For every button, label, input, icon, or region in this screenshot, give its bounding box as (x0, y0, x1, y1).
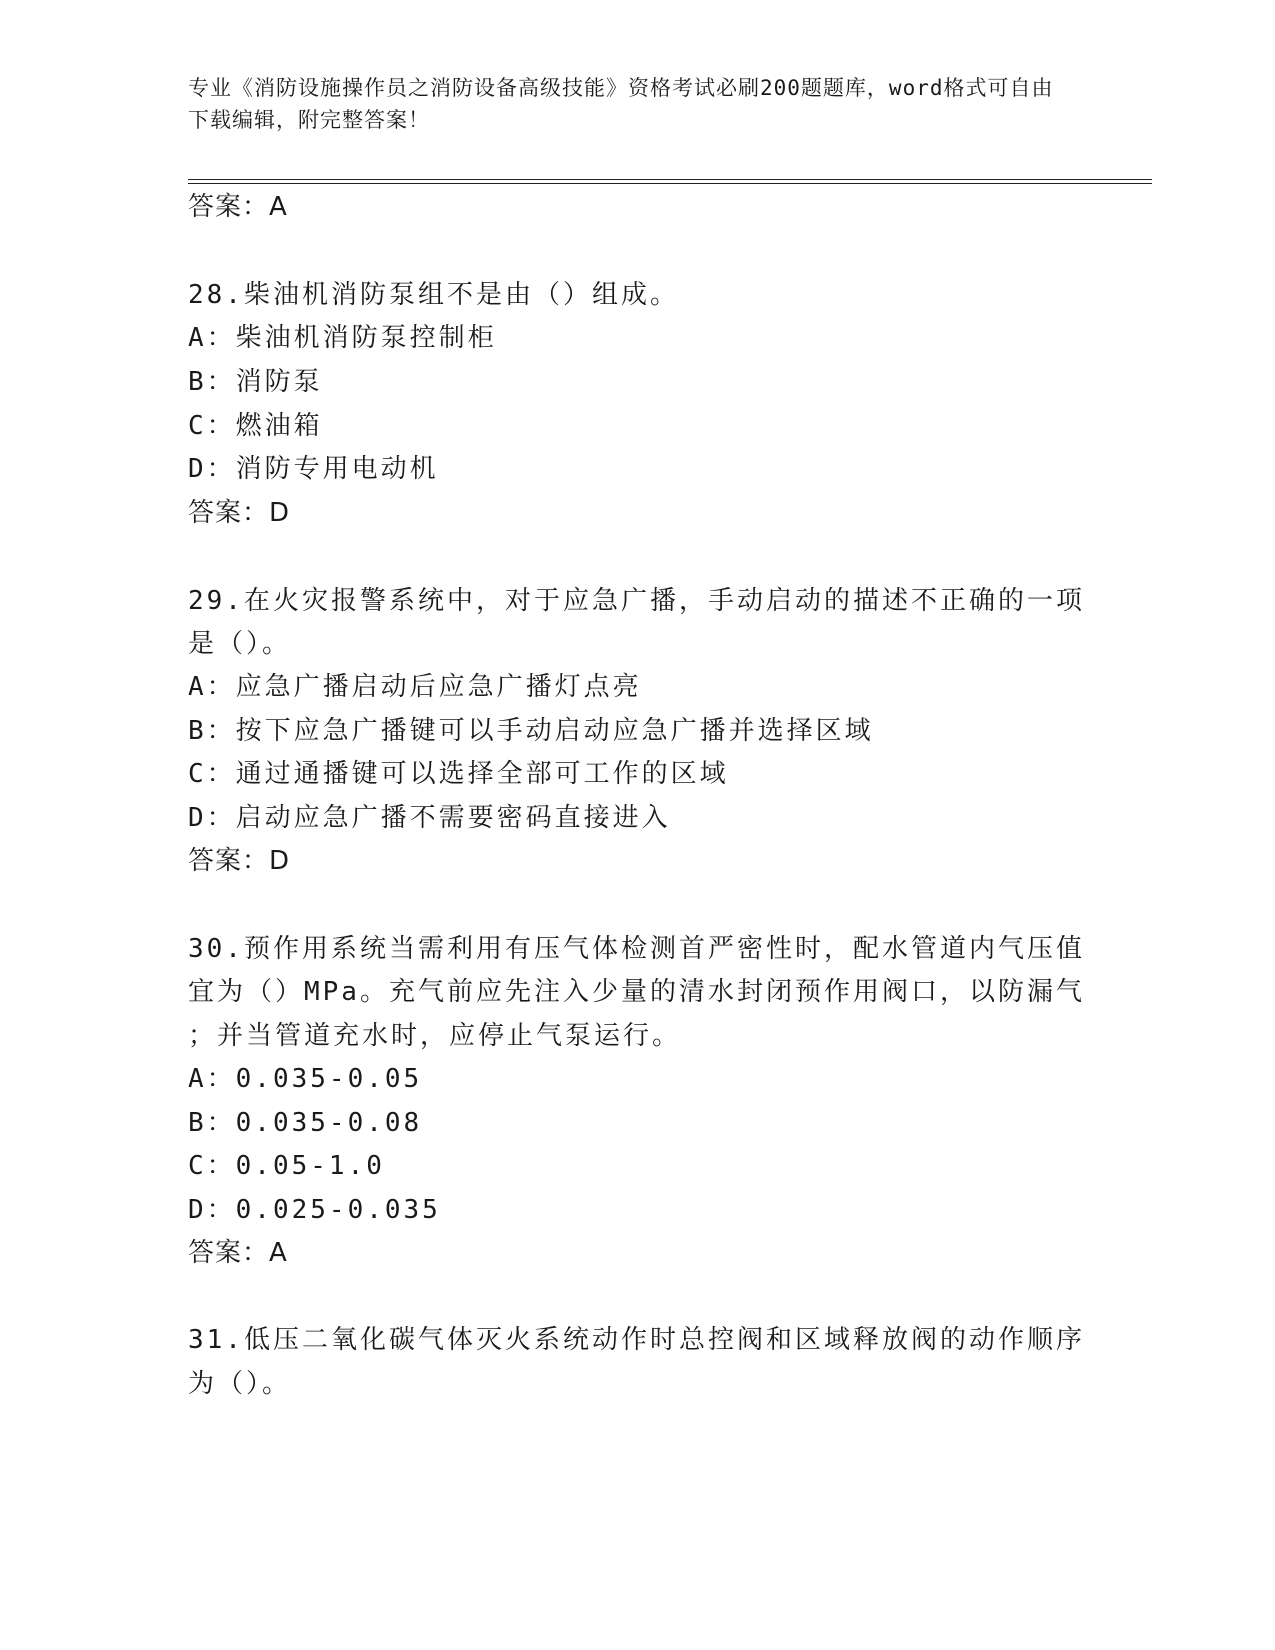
question-30-stem-line1: 30.预作用系统当需利用有压气体检测首严密性时，配水管道内气压值 (188, 934, 1085, 964)
question-28-option-b: B：消防泵 (188, 367, 323, 397)
answer-27: 答案：A (188, 192, 288, 222)
header-divider-double (188, 183, 1152, 184)
document-header: 专业《消防设施操作员之消防设备高级技能》资格考试必刷200题题库，word格式可自由下载编辑，附完整答案！ (188, 76, 1054, 132)
question-29-stem-line1: 29.在火灾报警系统中，对于应急广播，手动启动的描述不正确的一项 (188, 586, 1085, 616)
question-28-option-a: A：柴油机消防泵控制柜 (188, 323, 497, 353)
question-29-option-d: D：启动应急广播不需要密码直接进入 (188, 803, 671, 833)
question-28-option-d: D：消防专用电动机 (188, 454, 439, 484)
question-31-stem-line2: 为（）。 (188, 1369, 292, 1399)
answer-30: 答案：A (188, 1238, 288, 1268)
question-29-option-b: B：按下应急广播键可以手动启动应急广播并选择区域 (188, 716, 874, 746)
question-30-option-d: D：0.025-0.035 (188, 1195, 441, 1225)
question-30-option-a: A：0.035-0.05 (188, 1064, 423, 1094)
question-29-option-c: C：通过通播键可以选择全部可工作的区域 (188, 759, 729, 789)
question-29-option-a: A：应急广播启动后应急广播灯点亮 (188, 672, 642, 702)
question-29-stem-line2: 是（）。 (188, 629, 292, 659)
question-30-stem-line3: ；并当管道充水时，应停止气泵运行。 (188, 1021, 682, 1051)
question-30-option-b: B：0.035-0.08 (188, 1108, 423, 1138)
question-30-option-c: C：0.05-1.0 (188, 1151, 385, 1181)
answer-28: 答案：D (188, 498, 291, 528)
question-31-stem-line1: 31.低压二氧化碳气体灭火系统动作时总控阀和区域释放阀的动作顺序 (188, 1325, 1085, 1355)
answer-29: 答案：D (188, 846, 291, 876)
question-30-stem-line2: 宜为（）MPa。充气前应先注入少量的清水封闭预作用阀口，以防漏气 (188, 977, 1085, 1007)
header-divider (188, 179, 1152, 180)
question-28-option-c: C：燃油箱 (188, 411, 323, 441)
question-28-stem: 28.柴油机消防泵组不是由（）组成。 (188, 280, 679, 310)
